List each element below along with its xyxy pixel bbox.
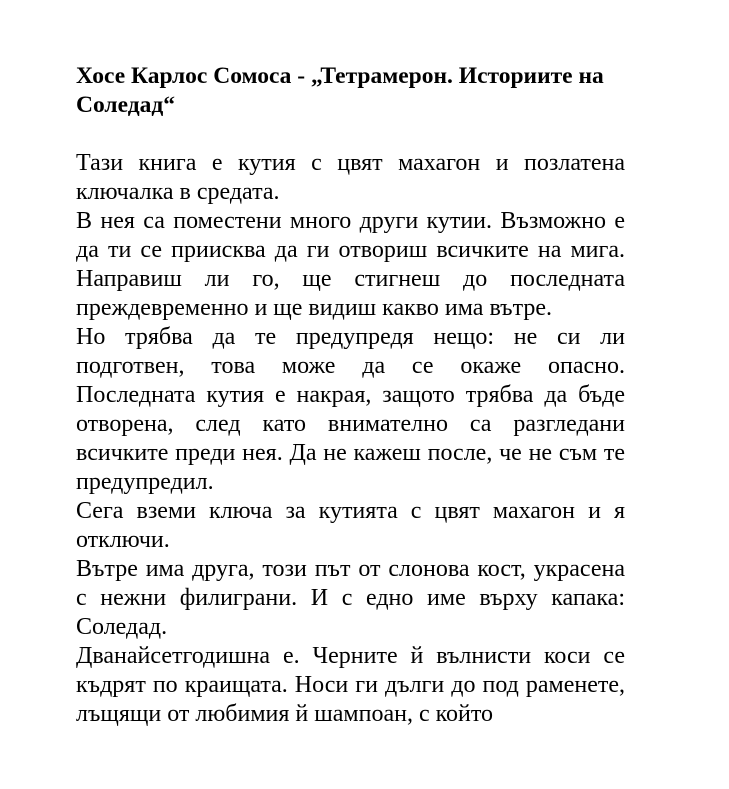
paragraph: Дванайсетгодишна е. Черните й вълнисти коси се къдрят по краищата. Носи ги дълги до под раменете, лъщящи от любимия й шампоан, с който bbox=[76, 643, 625, 727]
paragraph: Но трябва да те предупредя нещо: не си ли подготвен, това може да се окаже опасно. Последната кутия е накрая, защото трябва да бъде отворена, след като внимателно са разгледани всичките преди нея. Да не кажеш после, че не съм те предупредил. bbox=[76, 324, 625, 495]
paragraph: Тази книга е кутия с цвят махагон и позлатена ключалка в средата. bbox=[76, 150, 625, 205]
paragraph: Вътре има друга, този път от слонова кост, украсена с нежни филиграни. И с едно име върху капака: Соледад. bbox=[76, 556, 625, 640]
document-title: Хосе Карлос Сомоса - „Тетрамерон. Историите на Соледад“ bbox=[76, 63, 604, 118]
document-body bbox=[76, 149, 625, 729]
paragraph: В нея са поместени много други кутии. Възможно е да ти се приисква да ги отвориш всичките на мига. Направиш ли го, ще стигнеш до последната преждевременно и ще видиш какво има вътре. bbox=[76, 208, 625, 321]
document-page bbox=[76, 62, 625, 729]
paragraph: Сега вземи ключа за кутията с цвят махагон и я отключи. bbox=[76, 498, 625, 553]
